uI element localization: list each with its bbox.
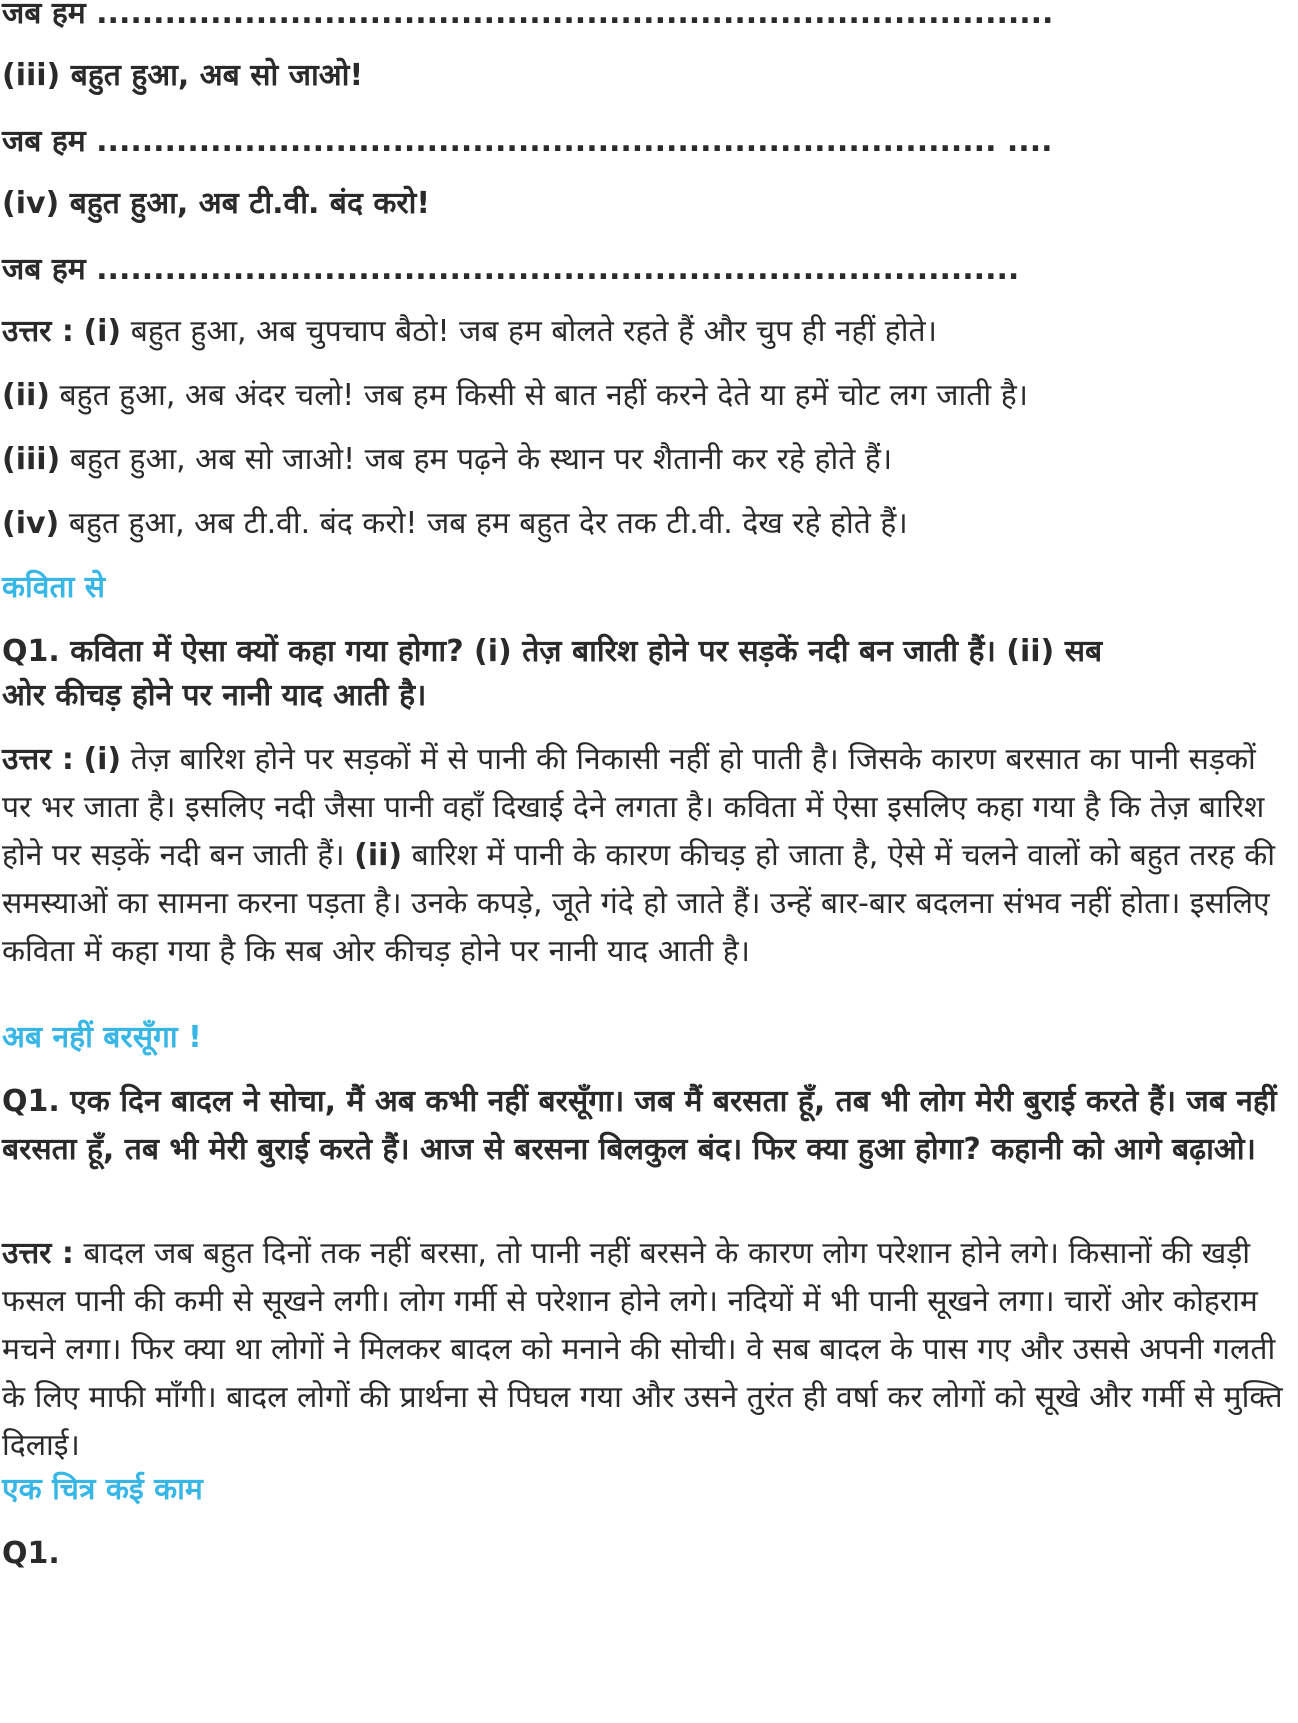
answer-number: (iv) [2,506,60,541]
answer-number: (ii) [2,378,50,413]
question-paragraph: Q1. एक दिन बादल ने सोचा, मैं अब कभी नहीं बरसूँगा। जब मैं बरसता हूँ, तब भी लोग मेरी बुराई करते हैं। जब नहीं बरसता हूँ, तब भी मेरी बुराई करते हैं। आज से बरसना बिलकुल बंद। फिर क्या हुआ होगा? कहानी को आगे बढ़ाओ। [2,1084,1277,1167]
answer-i [2,308,937,356]
answer-iii [2,436,892,484]
section-heading-ek-chitra-kai-kaam: एक चित्र कई काम [2,1472,203,1507]
answer-paragraph [2,1230,1292,1470]
answer-paragraph [2,736,1292,976]
answer-text: तेज़ बारिश होने पर सड़कों में से पानी की निकासी नहीं हो पाती है। जिसके कारण बरसात का पानी सड़कों पर भर जाता है। इसलिए नदी जैसा पानी वहाँ दिखाई देने लगता है। कविता में ऐसा इसलिए कहा गया है कि तेज़ बारिश होने पर सड़कें नदी बन जाती हैं। [2,742,1265,873]
fill-blank-line: जब हम ................................................................................. [2,252,1020,287]
answer-text: बहुत हुआ, अब सो जाओ! जब हम पढ़ने के स्थान पर शैतानी कर रहे होते हैं। [69,442,893,477]
answer-iv [2,500,908,548]
question-line: Q1. कविता में ऐसा क्यों कहा गया होगा? (i) तेज़ बारिश होने पर सड़कें नदी बन जाती हैं। (ii) सब [2,634,1103,669]
question-iv: (iv) बहुत हुआ, अब टी.वी. बंद करो! [2,186,431,221]
answer-text: बादल जब बहुत दिनों तक नहीं बरसा, तो पानी नहीं बरसने के कारण लोग परेशान होने लगे। किसानों की खड़ी फसल पानी की कमी से सूखने लगी। लोग गर्मी से परेशान होने लगे। नदियों में भी पानी सूखने लगा। चारों ओर कोहराम मचने लगा। फिर क्या था लोगों ने मिलकर बादल को मनाने की सोची। वे सब बादल के पास गए और उससे अपनी गलती के लिए माफी माँगी। बादल लोगों की प्रार्थना से पिघल गया और उसने तुरंत ही वर्षा कर लोगों को सूखे और गर्मी से मुक्ति दिलाई। [2,1236,1283,1463]
answer-text: बहुत हुआ, अब टी.वी. बंद करो! जब हम बहुत देर तक टी.वी. देख रहे होते हैं। [68,506,908,541]
answer-text: बारिश में पानी के कारण कीचड़ हो जाता है, ऐसे में चलने वालों को बहुत तरह की समस्याओं का सामना करना पड़ता है। उनके कपड़े, जूते गंदे हो जाते हैं। उन्हें बार-बार बदलना संभव नहीं होता। इसलिए कविता में कहा गया है कि सब ओर कीचड़ होने पर नानी याद आती है। [2,838,1276,969]
fill-blank-line: जब हम .................................................................................... [2,0,1054,31]
answer-label: उत्तर : [2,742,74,777]
answer-text: बहुत हुआ, अब अंदर चलो! जब हम किसी से बात नहीं करने देते या हमें चोट लग जाती है। [59,378,1028,413]
answer-ii [2,372,1028,420]
answer-number: (ii) [354,838,403,873]
section-heading-ab-nahi-barsunga: अब नहीं बरसूँगा ! [2,1020,202,1055]
answer-number: (i) [83,742,122,777]
question-label: Q1. [2,1536,60,1571]
question-iii: (iii) बहुत हुआ, अब सो जाओ! [2,58,364,93]
section-heading-kavita-se: कविता से [2,570,106,605]
answer-label: उत्तर : [2,1236,74,1271]
answer-number: (iii) [2,442,61,477]
answer-text: बहुत हुआ, अब चुपचाप बैठो! जब हम बोलते रहते हैं और चुप ही नहीं होते। [130,314,937,349]
fill-blank-line: जब हम ............................................................................... .... [2,124,1053,159]
question-line: ओर कीचड़ होने पर नानी याद आती है। [2,678,427,713]
answer-number: (i) [83,314,122,349]
answer-label: उत्तर : [2,314,74,349]
